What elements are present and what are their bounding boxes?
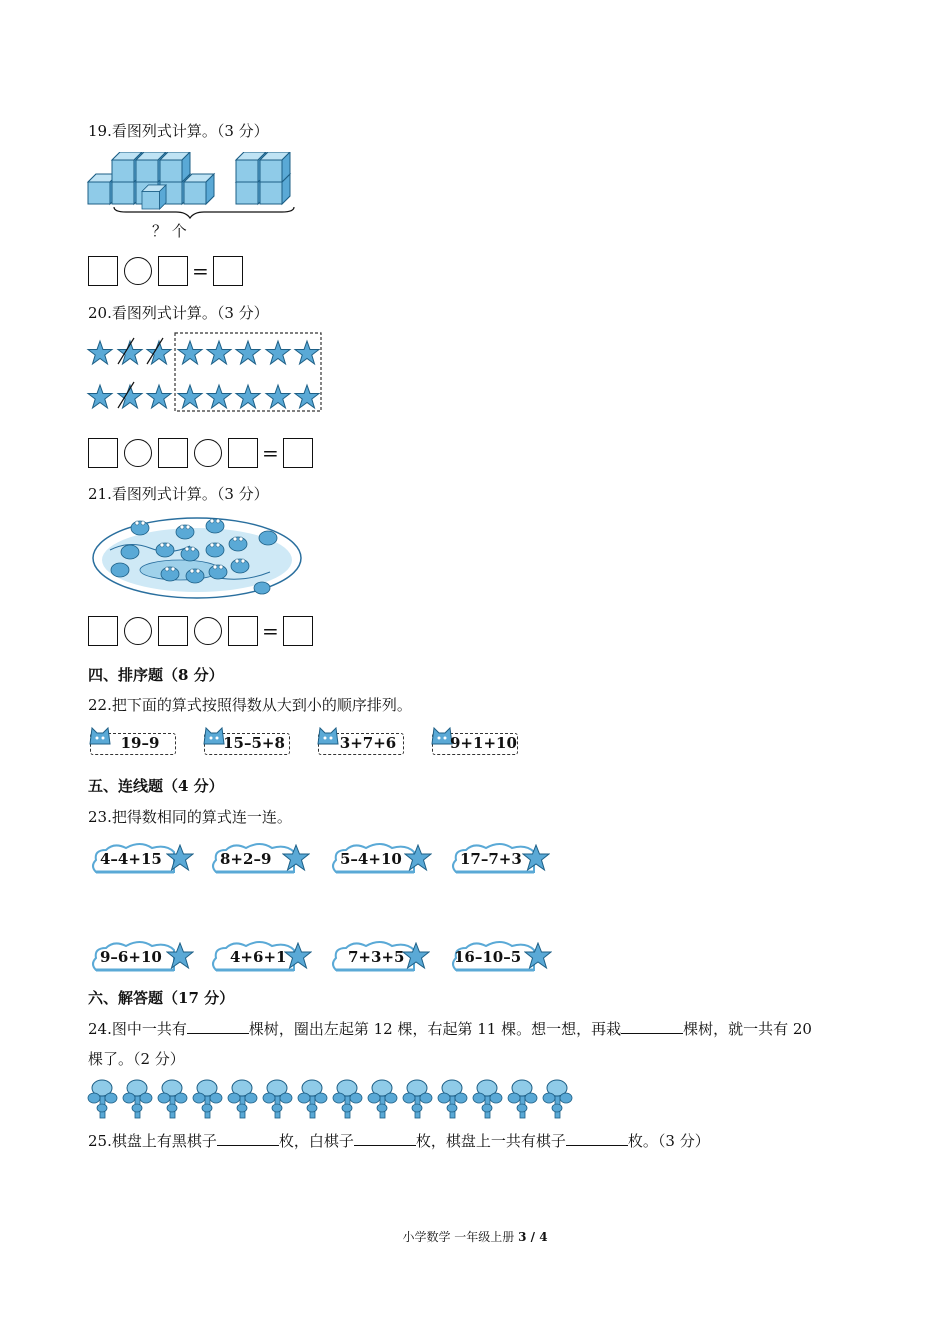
cubes-figure	[86, 152, 301, 244]
q24-text-line1	[88, 1018, 812, 1039]
answer-box[interactable]	[283, 616, 313, 646]
operator-circle[interactable]	[194, 439, 222, 467]
match-cloud-top[interactable]	[90, 842, 200, 876]
sort-card	[316, 724, 408, 754]
equals-sign: =	[192, 259, 209, 283]
q19-title: 19.看图列式计算。（3 分）	[88, 122, 269, 140]
match-expression: 4–4+15	[100, 850, 162, 868]
answer-box[interactable]	[158, 256, 188, 286]
match-cloud-bottom[interactable]	[210, 940, 320, 974]
operator-circle[interactable]	[124, 257, 152, 285]
sort-card-text: 3+7+6	[339, 734, 397, 752]
match-cloud-top[interactable]	[450, 842, 560, 876]
q22-title: 22.把下面的算式按照得数从大到小的顺序排列。	[88, 696, 412, 714]
answer-box[interactable]	[283, 438, 313, 468]
trees-figure	[86, 1076, 586, 1120]
match-expression: 4+6+1	[230, 948, 287, 966]
q24-text: 24.图中一共有	[88, 1020, 187, 1038]
star-icon	[166, 844, 194, 872]
match-expression: 17–7+3	[460, 850, 522, 868]
sort-card	[88, 724, 180, 754]
answer-blank[interactable]	[187, 1019, 249, 1034]
match-cloud-bottom[interactable]	[450, 940, 560, 974]
equals-sign: =	[262, 619, 279, 643]
q25-text-part: 枚，白棋子	[278, 1132, 354, 1150]
sort-card-text: 19–9	[120, 734, 160, 752]
match-expression: 9–6+10	[100, 948, 162, 966]
sort-card-text: 15–5+8	[223, 734, 285, 752]
match-expression: 7+3+5	[348, 948, 405, 966]
sort-card	[430, 724, 522, 754]
sort-card-text: 9+1+10	[450, 734, 517, 752]
star-icon	[282, 844, 310, 872]
answer-box[interactable]	[88, 438, 118, 468]
operator-circle[interactable]	[124, 439, 152, 467]
section-5-title: 五、连线题（4 分）	[88, 777, 224, 795]
match-expression: 16–10–5	[454, 948, 522, 966]
q25-text-part: 枚，棋盘上一共有棋子	[415, 1132, 566, 1150]
page-footer	[0, 1228, 950, 1245]
q19-question-mark: ？ 个	[152, 222, 187, 240]
q25-text-part: 25.棋盘上有黑棋子	[88, 1132, 217, 1150]
q21-title: 21.看图列式计算。（3 分）	[88, 485, 269, 503]
stars-figure	[86, 332, 326, 414]
star-icon	[284, 942, 312, 970]
section-4-title: 四、排序题（8 分）	[88, 666, 224, 684]
footer-subject: 小学数学 一年级上册	[402, 1230, 515, 1244]
star-icon	[402, 942, 430, 970]
answer-box[interactable]	[88, 256, 118, 286]
answer-box[interactable]	[213, 256, 243, 286]
answer-box[interactable]	[228, 616, 258, 646]
q24-text: 棵树，圈出左起第 12 棵，右起第 11 棵。想一想，再栽	[248, 1020, 622, 1038]
answer-blank[interactable]	[566, 1131, 628, 1146]
q25-text	[88, 1130, 710, 1151]
match-cloud-top[interactable]	[330, 842, 440, 876]
q24-text-line2: 棵了。（2 分）	[88, 1050, 185, 1068]
match-cloud-bottom[interactable]	[330, 940, 440, 974]
operator-circle[interactable]	[194, 617, 222, 645]
star-icon	[524, 942, 552, 970]
operator-circle[interactable]	[124, 617, 152, 645]
q19-equation	[88, 256, 243, 286]
match-expression: 8+2–9	[220, 850, 272, 868]
answer-box[interactable]	[88, 616, 118, 646]
frogs-pond-figure	[90, 510, 305, 602]
match-expression: 5–4+10	[340, 850, 402, 868]
sort-card	[202, 724, 294, 754]
answer-blank[interactable]	[354, 1131, 416, 1146]
answer-box[interactable]	[228, 438, 258, 468]
q20-equation	[88, 438, 313, 468]
match-cloud-bottom[interactable]	[90, 940, 200, 974]
match-cloud-top[interactable]	[210, 842, 320, 876]
q21-equation	[88, 616, 313, 646]
star-icon	[404, 844, 432, 872]
equals-sign: =	[262, 441, 279, 465]
q20-title: 20.看图列式计算。（3 分）	[88, 304, 269, 322]
section-6-title: 六、解答题（17 分）	[88, 989, 235, 1007]
answer-box[interactable]	[158, 438, 188, 468]
star-icon	[522, 844, 550, 872]
footer-page-number: 3 / 4	[518, 1230, 548, 1244]
q24-text: 棵树，就一共有 20	[683, 1020, 812, 1038]
q23-title: 23.把得数相同的算式连一连。	[88, 808, 292, 826]
answer-box[interactable]	[158, 616, 188, 646]
answer-blank[interactable]	[217, 1131, 279, 1146]
q25-text-part: 枚。（3 分）	[627, 1132, 710, 1150]
answer-blank[interactable]	[621, 1019, 683, 1034]
star-icon	[166, 942, 194, 970]
